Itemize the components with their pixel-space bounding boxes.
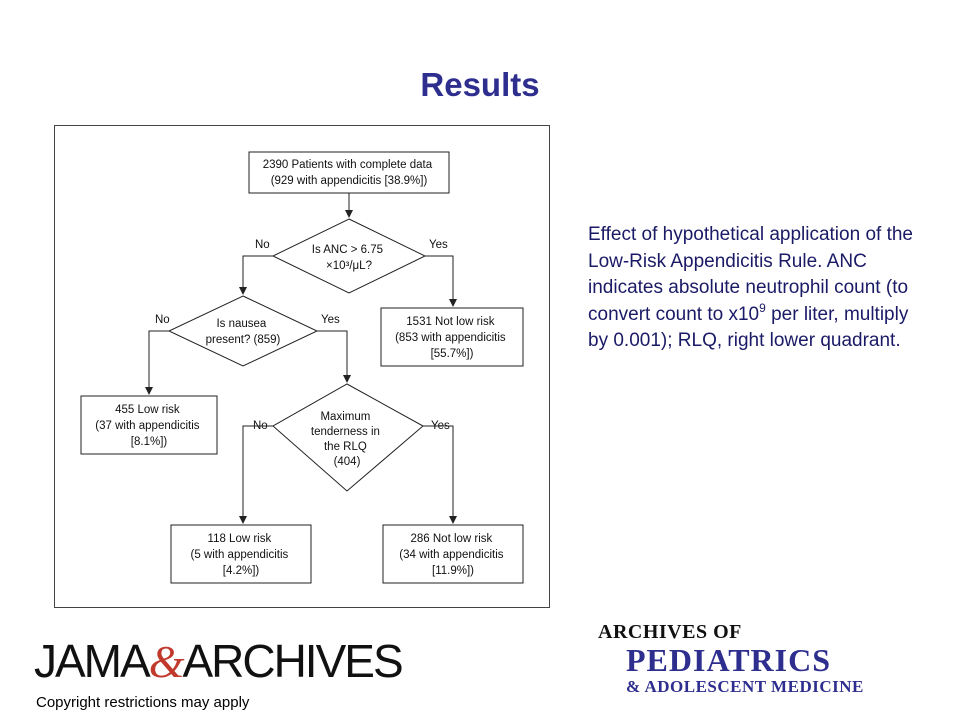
decision-anc-diamond <box>273 219 425 293</box>
start-line-1: 2390 Patients with complete data <box>262 159 433 171</box>
slide-title: Results <box>420 66 540 103</box>
result-118-line-3: [4.2%]) <box>222 565 260 577</box>
journal-logo-line-3: & ADOLESCENT MEDICINE <box>626 677 864 696</box>
result-455-line-2: (37 with appendicitis <box>95 420 200 432</box>
flowchart-figure <box>54 125 550 608</box>
caption-superscript: 9 <box>759 300 766 315</box>
result-1531-line-1: 1531 Not low risk <box>406 316 495 328</box>
journal-logo-line-2: PEDIATRICS <box>626 642 831 678</box>
start-line-2: (929 with appendicitis [38.9%]) <box>270 175 428 187</box>
result-455-line-1: 455 Low risk <box>115 404 180 416</box>
result-286-line-1: 286 Not low risk <box>410 533 493 545</box>
jama-archives-logo <box>34 636 402 687</box>
decision-tenderness-line-3: the RLQ <box>323 441 367 453</box>
arrow-nausea-yes <box>317 331 347 382</box>
jama-logo-right: ARCHIVES <box>182 635 402 687</box>
caption-text-after: per liter, multiply by 0.001); RLQ, right lower quadrant. <box>588 303 909 351</box>
result-118-line-2: (5 with appendicitis <box>190 549 289 561</box>
arrow-anc-no <box>243 256 273 294</box>
copyright-notice: Copyright restrictions may apply <box>36 694 250 711</box>
label-no-anc: No <box>255 239 270 251</box>
figure-caption <box>588 222 928 355</box>
arrow-nausea-no <box>149 331 169 394</box>
result-455-line-3: [8.1%]) <box>130 436 168 448</box>
flowchart-svg <box>55 126 551 609</box>
result-1531-line-3: [55.7%]) <box>430 348 474 360</box>
journal-logo-line-1: ARCHIVES OF <box>598 621 742 643</box>
jama-logo-ampersand: & <box>148 636 183 687</box>
decision-nausea-line-2: present? (859) <box>205 334 281 346</box>
caption-text-before: Effect of hypothetical application of the Low-Risk Appendicitis Rule. ANC indicates absolute neutrophil count (to convert count to x10 <box>588 224 913 325</box>
label-no-nausea: No <box>155 314 170 326</box>
decision-tenderness-line-2: tenderness in <box>310 426 380 438</box>
jama-logo-left: JAMA <box>34 635 149 687</box>
decision-anc-line-2: ×10³/μL? <box>326 260 372 272</box>
journal-logo <box>598 620 938 698</box>
result-286-line-2: (34 with appendicitis <box>399 549 504 561</box>
arrow-anc-yes <box>425 256 453 306</box>
decision-anc-line-1: Is ANC > 6.75 <box>311 244 384 256</box>
decision-nausea-line-1: Is nausea <box>216 318 267 330</box>
result-118-line-1: 118 Low risk <box>207 533 272 545</box>
decision-tenderness-line-4: (404) <box>333 456 361 468</box>
result-286-line-3: [11.9%]) <box>432 565 474 577</box>
decision-nausea-diamond <box>169 296 317 366</box>
decision-tenderness-line-1: Maximum <box>320 411 371 423</box>
label-yes-anc: Yes <box>429 239 448 251</box>
label-no-tenderness: No <box>253 420 268 432</box>
label-yes-tenderness: Yes <box>431 420 450 432</box>
label-yes-nausea: Yes <box>321 314 340 326</box>
result-1531-line-2: (853 with appendicitis <box>395 332 506 344</box>
arrow-tenderness-no <box>243 426 273 523</box>
arrow-tenderness-yes <box>423 426 453 523</box>
